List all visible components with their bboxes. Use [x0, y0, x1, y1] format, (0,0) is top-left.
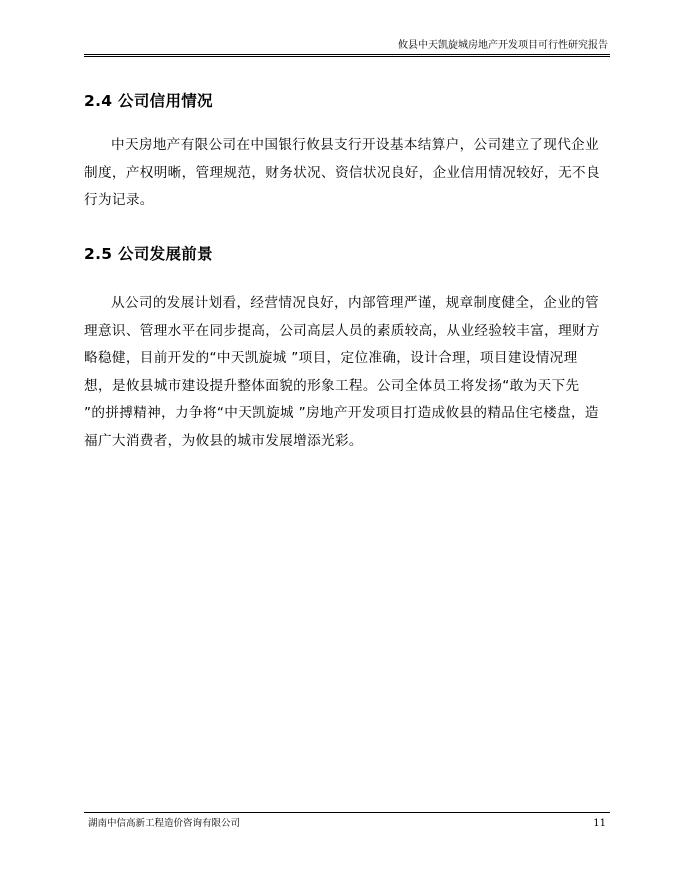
section-credit: [84, 90, 604, 215]
running-header: 攸县中天凯旋城房地产开发项目可行性研究报告: [398, 40, 608, 51]
footer-company: 湖南中信高新工程造价咨询有限公司: [88, 818, 241, 829]
header-divider: [84, 54, 610, 57]
section-prospects: [84, 243, 604, 455]
section-heading-credit: 2.4 公司信用情况: [84, 92, 213, 110]
paragraph-credit: 中天房地产有限公司在中国银行攸县支行开设基本结算户，公司建立了现代企业制度，产权明晰，管理规范，财务状况、资信状况良好，企业信用情况较好，无不良行为记录。: [84, 137, 600, 208]
paragraph-prospects: 从公司的发展计划看，经营情况良好，内部管理严谨，规章制度健全，企业的管理意识、管理水平在同步提高，公司高层人员的素质较高，从业经验较丰富，理财方略稳健，目前开发的“中天凯旋城 ”项目，定位准确，设计合理，项目建设情况理想，是攸县城市建设提升整体面貌的形象工程。公司全体员工将发扬“敢为天下先 ”的拼搏精神，力争将“中天凯旋城 ”房地产开发项目打造成攸县的精品住宅楼盘，造福广大消费者，为攸县的城市发展增添光彩。: [84, 295, 600, 449]
section-heading-prospects: 2.5 公司发展前景: [84, 245, 213, 263]
page-number: 11: [593, 818, 606, 829]
footer-divider: [84, 812, 610, 813]
